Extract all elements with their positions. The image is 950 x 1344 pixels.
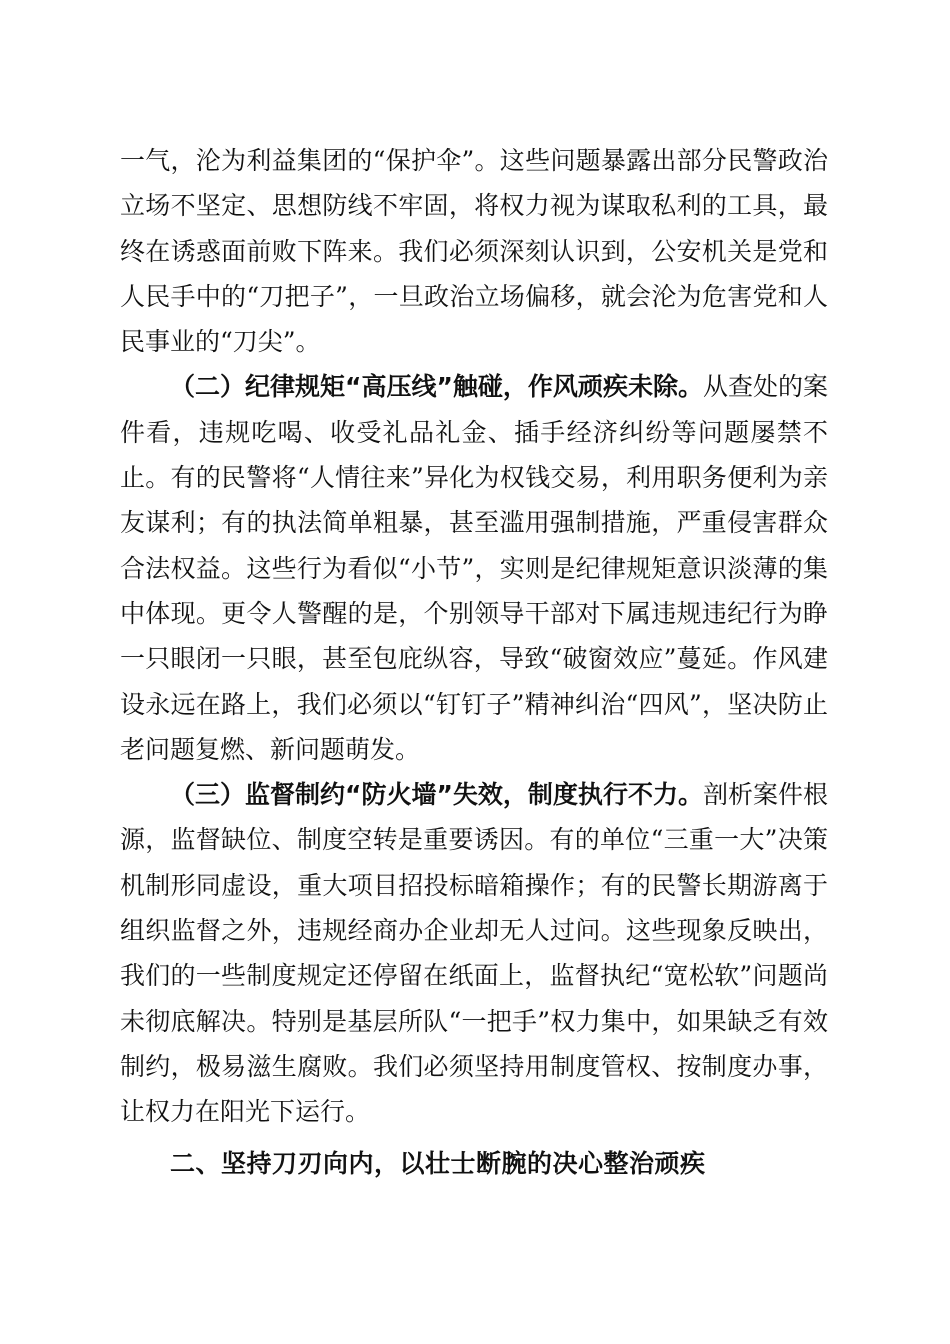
paragraph-text: 从查处的案件看，违规吃喝、收受礼品礼金、插手经济纠纷等问题屡禁不止。有的民警将“人情往来”异化为权钱交易，利用职务便利为亲友谋利；有的执法简单粗暴，甚至滥用强制措施，严重侵害群众合法权益。这些行为看似“小节”，实则是纪律规矩意识淡薄的集中体现。更令人警醒的是，个别领导干部对下属违规违纪行为睁一只眼闭一只眼，甚至包庇纵容，导致“破窗效应”蔓延。作风建设永远在路上，我们必须以“钉钉子”精神纠治“四风”，坚决防止老问题复燃、新问题萌发。 <box>120 372 828 764</box>
paragraph-continuation <box>120 138 828 364</box>
document-body <box>120 138 828 1186</box>
paragraph-text: 剖析案件根源，监督缺位、制度空转是重要诱因。有的单位“三重一大”决策机制形同虚设，重大项目招投标暗箱操作；有的民警长期游离于组织监督之外，违规经商办企业却无人过问。这些现象反映出，我们的一些制度规定还停留在纸面上，监督执纪“宽松软”问题尚未彻底解决。特别是基层所队“一把手”权力集中，如果缺乏有效制约，极易滋生腐败。我们必须坚持用制度管权、按制度办事，让权力在阳光下运行。 <box>120 780 828 1127</box>
paragraph-lead-heading: （三）监督制约“防火墙”失效，制度执行不力。 <box>170 780 703 810</box>
paragraph-text: 一气，沦为利益集团的“保护伞”。这些问题暴露出部分民警政治立场不坚定、思想防线不牢固，将权力视为谋取私利的工具，最终在诱惑面前败下阵来。我们必须深刻认识到，公安机关是党和人民手中的“刀把子”，一旦政治立场偏移，就会沦为危害党和人民事业的“刀尖”。 <box>120 146 828 357</box>
section-heading: 二、坚持刀刃向内，以壮士断腕的决心整治顽疾 <box>170 1148 706 1178</box>
paragraph-supervision <box>120 772 828 1134</box>
paragraph-lead-heading: （二）纪律规矩“高压线”触碰，作风顽疾未除。 <box>170 372 703 402</box>
paragraph-discipline <box>120 364 828 772</box>
